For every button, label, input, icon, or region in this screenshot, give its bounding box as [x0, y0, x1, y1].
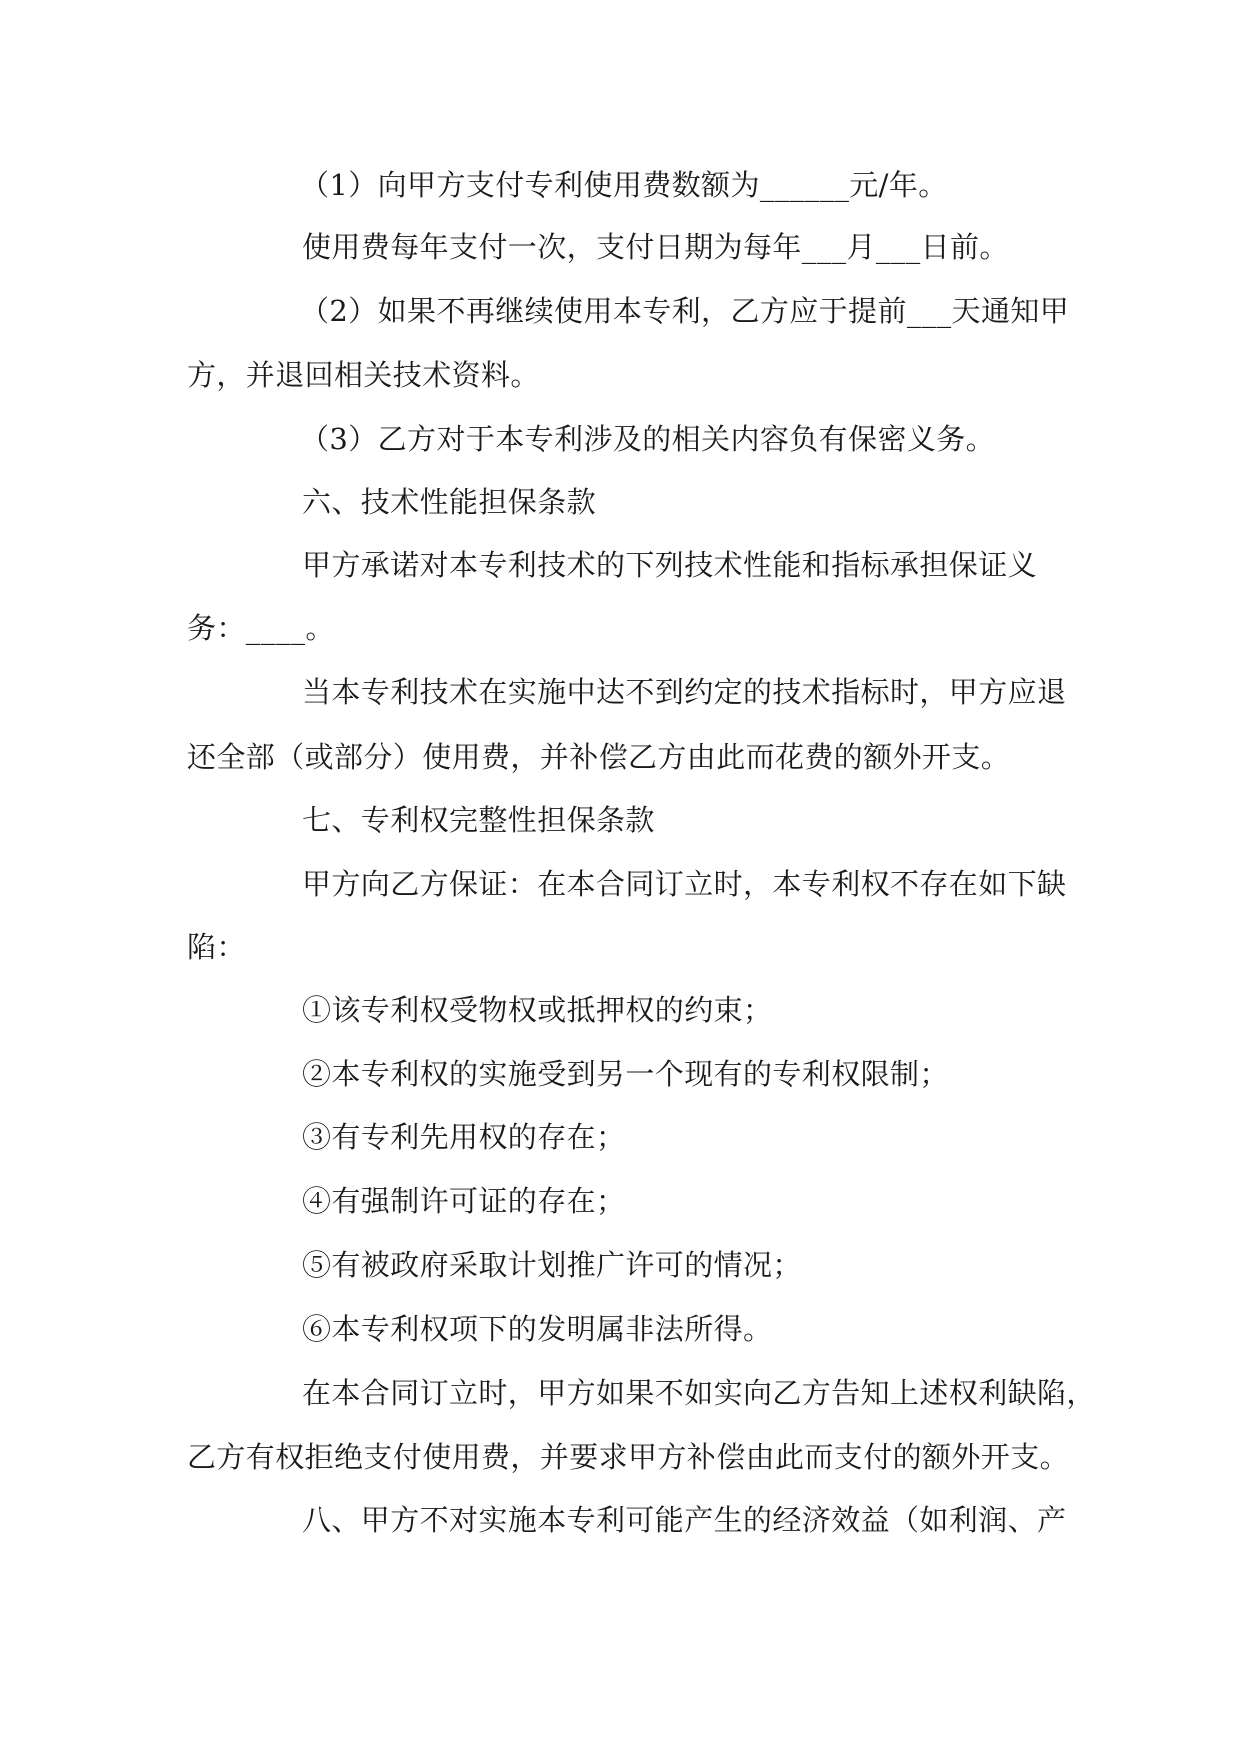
paragraph-line: 甲方承诺对本专利技术的下列技术性能和指标承担保证义	[302, 548, 1038, 582]
paragraph-line: 使用费每年支付一次，支付日期为每年___月___日前。	[302, 230, 1009, 264]
paragraph-line: 在本合同订立时，甲方如果不如实向乙方告知上述权利缺陷，	[302, 1376, 1096, 1410]
section-heading: 六、技术性能担保条款	[302, 485, 597, 519]
list-item: ③有专利先用权的存在；	[302, 1120, 626, 1154]
paragraph-line: 当本专利技术在实施中达不到约定的技术指标时，甲方应退	[302, 675, 1067, 709]
paragraph-line: 陷：	[187, 930, 246, 964]
list-item: ⑥本专利权项下的发明属非法所得。	[302, 1312, 773, 1346]
paragraph-line: （2）如果不再继续使用本专利，乙方应于提前___天通知甲	[300, 294, 1070, 328]
paragraph-line: 务：____。	[187, 611, 335, 645]
paragraph-line: （3）乙方对于本专利涉及的相关内容负有保密义务。	[300, 422, 996, 456]
list-item: ②本专利权的实施受到另一个现有的专利权限制；	[302, 1057, 949, 1091]
list-item: ①该专利权受物权或抵押权的约束；	[302, 993, 773, 1027]
paragraph-line: 还全部（或部分）使用费，并补偿乙方由此而花费的额外开支。	[187, 740, 1011, 774]
section-heading: 七、专利权完整性担保条款	[302, 803, 655, 837]
section-heading: 八、甲方不对实施本专利可能产生的经济效益（如利润、产	[302, 1503, 1067, 1537]
list-item: ④有强制许可证的存在；	[302, 1184, 626, 1218]
paragraph-line: 方，并退回相关技术资料。	[187, 358, 540, 392]
paragraph-line: 乙方有权拒绝支付使用费，并要求甲方补偿由此而支付的额外开支。	[187, 1440, 1070, 1474]
paragraph-line: （1）向甲方支付专利使用费数额为______元/年。	[300, 168, 948, 202]
list-item: ⑤有被政府采取计划推广许可的情况；	[302, 1248, 802, 1282]
paragraph-line: 甲方向乙方保证：在本合同订立时，本专利权不存在如下缺	[302, 867, 1067, 901]
